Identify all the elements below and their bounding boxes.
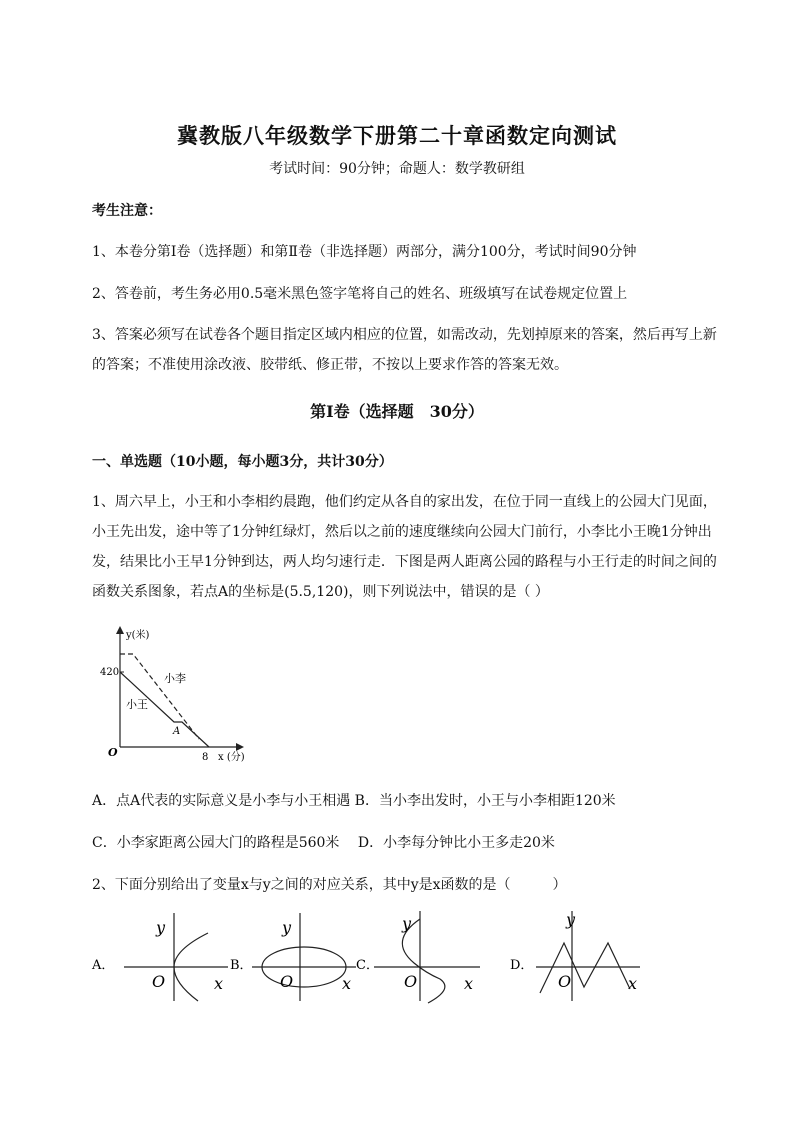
x-tick-label: 8 [202,752,209,763]
question-1-options-ab: A．点A代表的实际意义是小李与小王相遇 B．当小李出发时，小王与小李相距120米 [92,793,616,809]
graph-c-o: O [404,972,418,991]
notice-item-2: 2、答卷前，考生务必用0.5毫米黑色签字笔将自己的姓名、班级填写在试卷规定位置上 [92,286,628,302]
point-a-label: A [173,726,181,737]
graph-b-y: y [282,918,292,937]
y-axis-label: y(米) [126,630,150,641]
question-2-stem: 2、下面分别给出了变量x与y之间的对应关系，其中y是x函数的是（ ） [92,877,567,893]
page-title: 冀教版八年级数学下册第二十章函数定向测试 [177,123,617,148]
graph-a-y: y [156,918,166,937]
graph-b-x: x [342,974,352,993]
x-axis-arrow [236,743,244,751]
graph-d-zigzag [540,943,630,993]
graph-a [91,913,228,1001]
origin-label: O [108,746,118,759]
graph-c [356,911,480,1003]
x-axis-label: x (分) [218,752,245,763]
question-2-graphs [88,905,658,1005]
graph-c-x: x [464,974,474,993]
graph-c-label: C． [356,958,379,973]
notice-item-3: 3、答案必须写在试卷各个题目指定区域内相应的位置，如需改动，先划掉原来的答案，然后再写上新的答案；不准使用涂改液、胶带纸、修正带，不按以上要求作答的答案无效。 [92,327,717,373]
li-label: 小李 [164,672,186,685]
graph-d [510,910,640,1001]
question-1-options-cd: C．小李家距离公园大门的路程是560米 D．小李每分钟比小王多走20米 [92,835,555,851]
graph-d-x: x [628,974,638,993]
graph-a-label: A． [92,958,115,973]
y-axis-arrow [116,626,124,634]
graph-d-y: y [566,910,576,929]
graph-b-label: B． [230,958,253,973]
graph-b-o: O [280,972,294,991]
graph-b [230,913,356,1001]
graph-a-x: x [214,974,224,993]
exam-info: 考试时间：90分钟；命题人：数学教研组 [269,161,525,177]
notice-heading: 考生注意： [92,203,162,219]
section-title: 第Ⅰ卷（选择题 30分） [310,402,484,421]
graph-a-o: O [152,972,166,991]
question-1-stem: 1、周六早上，小王和小李相约晨跑，他们约定从各自的家出发，在位于同一直线上的公园大门见面，小王先出发，途中等了1分钟红绿灯，然后以之前的速度继续向公园大门前行，小李比小王晚1分钟出发，结果比小王早1分钟到达，两人均匀速行走．下图是两人距离公园的路程与小王行走的时间之间的函数关系图象，若点A的坐标是(5.5,120)，则下列说法中，错误的是（ ） [92,494,717,600]
y-tick-label: 420 [100,667,120,678]
graph-d-label: D． [510,958,534,973]
notice-item-1: 1、本卷分第Ⅰ卷（选择题）和第Ⅱ卷（非选择题）两部分，满分100分，考试时间90分钟 [92,244,637,260]
part-title: 一、单选题（10小题，每小题3分，共计30分） [92,454,393,470]
graph-d-o: O [558,972,572,991]
wang-label: 小王 [126,698,148,711]
graph-c-y: y [402,914,412,933]
question-1-graph [96,622,256,772]
